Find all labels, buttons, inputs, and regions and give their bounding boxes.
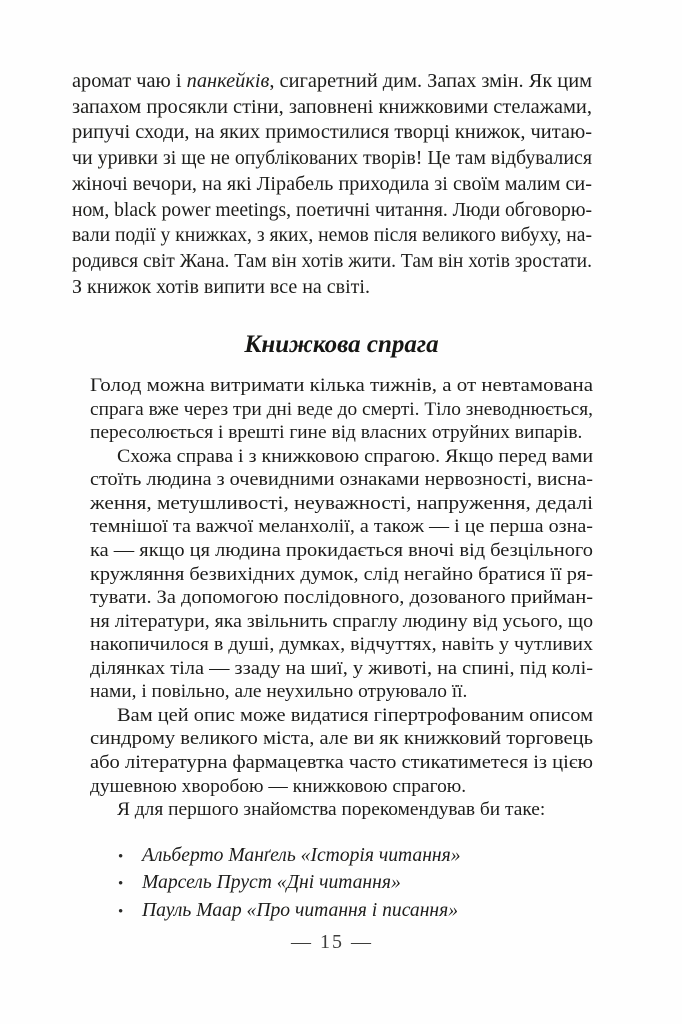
text-segment: темнішої та важчої меланхолії, а також — і це перша озна- (90, 516, 593, 538)
continuation-paragraph (72, 69, 592, 300)
text-line (72, 223, 592, 249)
text-line (72, 249, 592, 275)
text-segment: кружляння безвихідних думок, слід негайно братися її ря- (90, 563, 593, 585)
text-segment: ном, black power meetings, поетичні читання. Люди обговорю- (72, 198, 592, 221)
list-item-text: Пауль Маар «Про читання і писання» (142, 899, 459, 921)
text-segment: синдрому великого міста, але ви як книжковий торговець (90, 728, 593, 750)
text-line (90, 492, 593, 516)
text-line (72, 198, 592, 224)
text-line (90, 515, 593, 539)
text-segment: ня літератури, яка звільнить спраглу людину від усього, що (90, 610, 593, 632)
text-segment: ження, метушливості, неуважності, напруження, дедалі (90, 492, 593, 514)
text-segment: Вам цей опис може видатися гіпертрофованим описом (117, 704, 593, 726)
text-segment: стоїть людина з очевидними ознаками нервозності, висна- (90, 469, 593, 491)
text-segment: аромат чаю і (72, 70, 187, 92)
text-line (90, 633, 593, 657)
text-segment: нами, і повільно, але неухильно отруювало її. (90, 681, 468, 703)
text-line (90, 539, 593, 563)
text-line (90, 610, 593, 634)
text-line (90, 586, 593, 610)
text-line (90, 704, 593, 728)
text-line (90, 398, 593, 422)
page-number: — 15 — (291, 931, 373, 953)
text-segment: душевною хворобою — книжковою спрагою. (90, 775, 467, 797)
text-segment: жіночі вечори, на які Лірабель приходила зі своїм малим си- (72, 172, 592, 195)
text-segment: родився світ Жана. Там він хотів жити. Там він хотів зростати. (72, 249, 592, 272)
chapter-body (90, 374, 593, 822)
reading-list (118, 843, 594, 925)
text-segment: вали події у книжках, з яких, немов після великого вибуху, на- (72, 224, 592, 247)
text-segment: тувати. За допомогою послідовного, дозованого прийман- (90, 587, 593, 609)
italic-text-segment: панкейків (186, 70, 270, 92)
text-line (72, 69, 592, 95)
text-segment: ділянках тіла — ззаду на шиї, у животі, на спині, під колі- (90, 657, 593, 679)
text-segment: Голод можна витримати кілька тижнів, а от невтамована (90, 375, 593, 396)
text-line (90, 798, 593, 822)
list-item (118, 870, 594, 897)
text-line (90, 421, 593, 445)
text-segment: пересолюється і врешті гине від власних отруйних випарів. (90, 422, 583, 444)
text-segment: Я для першого знайомства порекомендував би таке: (117, 799, 546, 821)
text-segment: рипучі сходи, на яких примостилися творці книжок, читаю- (72, 121, 592, 144)
text-line (90, 727, 593, 751)
list-item (118, 898, 594, 925)
text-line (90, 680, 593, 704)
bullet-icon: • (118, 849, 124, 865)
text-segment: , сигаретний дим. Запах змін. Як цим (269, 70, 592, 92)
bullet-icon: • (118, 903, 124, 920)
text-line (90, 468, 593, 492)
list-item-text: Альберто Манґель «Історія читання» (142, 845, 461, 866)
list-item-text: Марсель Пруст «Дні читання» (142, 872, 401, 894)
text-segment: З книжок хотів випити все на світі. (72, 275, 370, 298)
text-segment: спрага вже через три дні веде до смерті. Тіло зневоднюється, (90, 398, 593, 420)
text-segment: чи уривки зі ще не опублікованих творів! Це там відбувалися (72, 147, 592, 170)
text-segment: накопичилося в душі, думках, відчуттях, навіть у чутливих (90, 634, 593, 656)
text-segment: запахом просякли стіни, заповнені книжковими стелажами, (72, 95, 592, 118)
text-line (90, 657, 593, 681)
text-line (72, 275, 592, 301)
text-line (72, 146, 592, 172)
chapter-heading: Книжкова спрага (244, 331, 439, 358)
text-line (90, 445, 593, 469)
text-segment: або літературна фармацевтка часто стикатиметеся із цією (90, 752, 593, 773)
text-line (90, 751, 593, 775)
bullet-icon: • (118, 876, 124, 893)
text-line (90, 374, 593, 398)
text-segment: Схожа справа і з книжковою спрагою. Якщо перед вами (117, 445, 593, 467)
text-line (72, 95, 592, 121)
text-segment: ка — якщо ця людина прокидається вночі від безцільного (90, 539, 593, 561)
text-line (90, 563, 593, 587)
text-line (72, 172, 592, 198)
text-line (72, 120, 592, 146)
list-item (118, 843, 594, 870)
text-line (90, 775, 593, 799)
